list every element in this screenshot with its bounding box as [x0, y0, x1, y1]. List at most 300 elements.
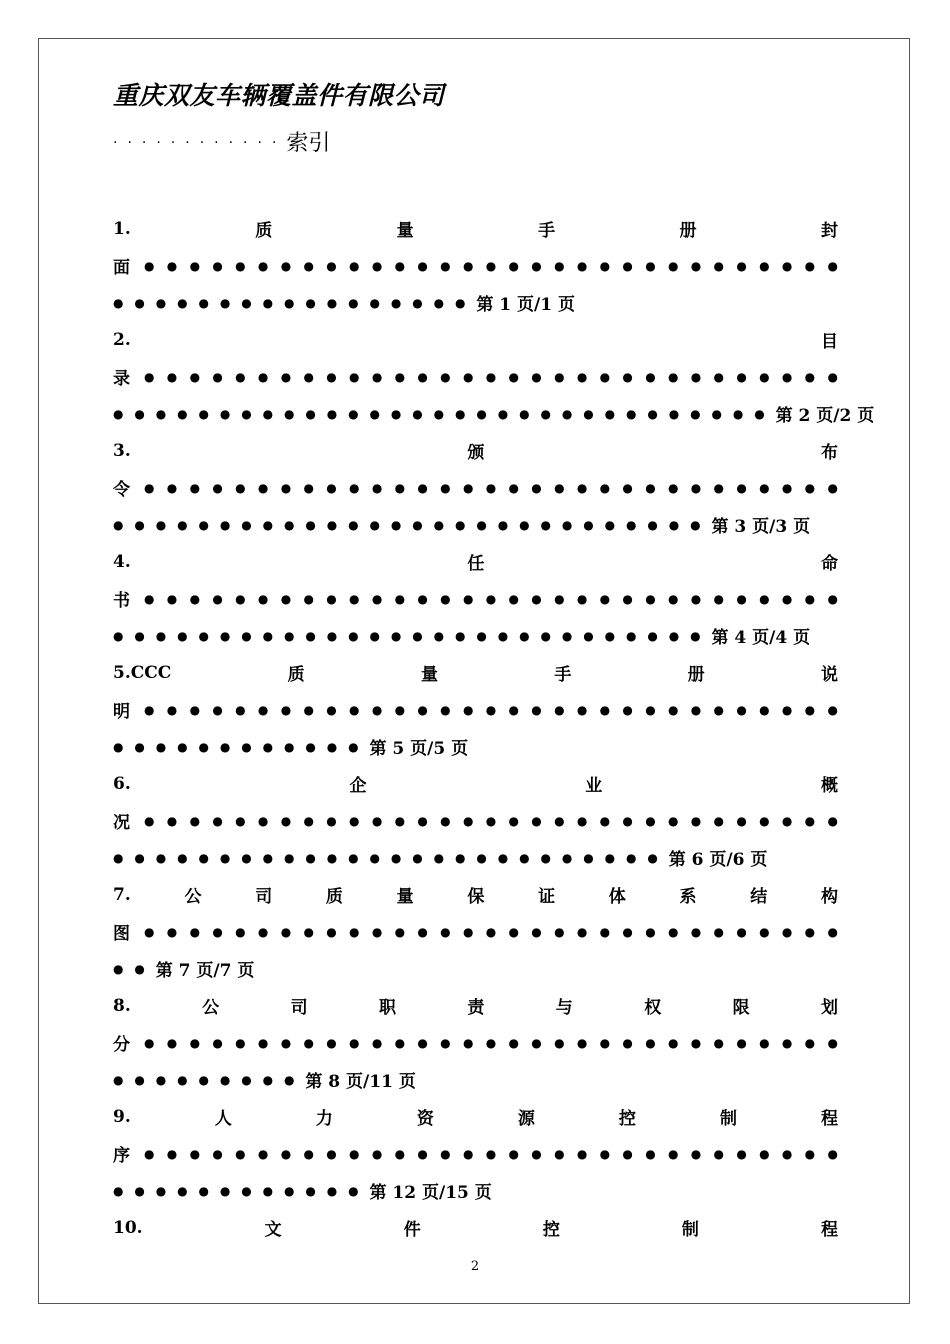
leader-dot: ● — [326, 480, 337, 495]
toc-title-char: 与 — [555, 998, 573, 1018]
leader-dot: ● — [599, 591, 611, 606]
leader-dot: ● — [736, 1146, 747, 1161]
leader-dot: ● — [519, 517, 530, 532]
toc-title-char: 体 — [608, 887, 626, 907]
leader-dot: ● — [262, 1072, 274, 1087]
toc-title-char: 任 — [467, 554, 485, 574]
leader-dot: ● — [177, 1072, 188, 1087]
leader-dot: ● — [455, 628, 466, 643]
leader-dot: ● — [134, 1072, 145, 1087]
leader-dot: ● — [262, 295, 274, 310]
leader-dot: ● — [462, 1146, 474, 1161]
leader-dot: ● — [781, 924, 793, 939]
leader-dot: ● — [417, 813, 428, 828]
leader-dot: ● — [241, 628, 252, 643]
leader-dot: ● — [326, 850, 338, 865]
leader-dot: ● — [212, 591, 223, 606]
leader-dot: ● — [622, 258, 633, 273]
leader-dot: ● — [622, 924, 633, 939]
leader-dot: ● — [583, 406, 594, 421]
leader-dot: ● — [455, 517, 466, 532]
leader-dot: ● — [759, 813, 770, 828]
toc-entry[interactable] — [113, 876, 838, 987]
leader-dot: ● — [394, 258, 406, 273]
toc-title-char: 量 — [396, 887, 414, 907]
leader-dot: ● — [371, 480, 383, 495]
leader-dot: ● — [390, 517, 402, 532]
leader-dot: ● — [349, 480, 360, 495]
leader-dot: ● — [412, 850, 423, 865]
leader-dot: ● — [531, 1035, 542, 1050]
leader-dot: ● — [647, 628, 658, 643]
leader-dot: ● — [235, 258, 246, 273]
leader-dot: ● — [462, 591, 474, 606]
toc-entry-leader-line — [113, 1135, 838, 1172]
leader-dot: ● — [326, 1183, 338, 1198]
leader-dot: ● — [576, 1035, 588, 1050]
leader-dot: ● — [144, 1146, 155, 1161]
toc-title-char: 册 — [687, 665, 705, 685]
leader-dot: ● — [583, 628, 594, 643]
toc-title-char: 企 — [349, 776, 367, 796]
leader-dot: ● — [497, 517, 509, 532]
toc-entry[interactable] — [113, 210, 838, 321]
leader-dot: ● — [305, 406, 316, 421]
leader-dot: ● — [759, 369, 770, 384]
leader-dot: ● — [690, 702, 702, 717]
leader-dot: ● — [508, 591, 519, 606]
toc-title-char: 5.CCC — [113, 662, 172, 683]
leader-dots — [144, 1036, 838, 1050]
leader-dot: ● — [440, 813, 451, 828]
leader-dot: ● — [348, 1183, 359, 1198]
leader-dot: ● — [303, 924, 314, 939]
leader-dot: ● — [235, 924, 246, 939]
leader-dot: ● — [531, 480, 542, 495]
leader-dot: ● — [394, 924, 406, 939]
leader-dot: ● — [531, 591, 542, 606]
leader-dots — [144, 592, 838, 606]
leader-dot: ● — [394, 591, 406, 606]
leader-dot: ● — [394, 702, 406, 717]
leader-dot: ● — [540, 628, 551, 643]
leader-dot: ● — [781, 591, 793, 606]
leader-dot: ● — [257, 702, 269, 717]
leader-dot: ● — [280, 369, 292, 384]
leader-dot: ● — [759, 702, 770, 717]
leader-dot: ● — [576, 369, 588, 384]
leader-dot: ● — [280, 1146, 292, 1161]
leader-dot: ● — [417, 702, 428, 717]
leader-dot: ● — [134, 406, 145, 421]
leader-dot: ● — [134, 961, 145, 976]
leader-dot: ● — [219, 1072, 231, 1087]
leader-dot: ● — [303, 1035, 314, 1050]
leader-dots — [144, 703, 838, 717]
leader-dot: ● — [348, 295, 359, 310]
leader-dot: ● — [440, 591, 451, 606]
leader-dot: ● — [736, 813, 747, 828]
leader-dot: ● — [134, 295, 145, 310]
leader-dot: ● — [668, 517, 680, 532]
leader-dot: ● — [144, 258, 155, 273]
leader-dot: ● — [166, 258, 178, 273]
leader-dot: ● — [497, 628, 509, 643]
leader-dot: ● — [280, 924, 292, 939]
leader-dots — [144, 925, 838, 939]
leader-dot: ● — [326, 406, 338, 421]
leader-dot: ● — [485, 369, 497, 384]
toc-entry[interactable] — [113, 987, 838, 1098]
leader-dot: ● — [303, 258, 314, 273]
toc-title-char: 目 — [821, 332, 838, 352]
leader-dot: ● — [235, 813, 246, 828]
leader-dot: ● — [690, 813, 702, 828]
leader-dot: ● — [155, 406, 167, 421]
leader-dot: ● — [781, 1035, 793, 1050]
leader-dot: ● — [189, 813, 201, 828]
leader-dot: ● — [804, 258, 816, 273]
leader-dot: ● — [155, 1183, 167, 1198]
toc-entry[interactable] — [113, 765, 838, 876]
leader-dot: ● — [280, 258, 292, 273]
leader-dot: ● — [827, 1035, 838, 1050]
toc-title-char: 资 — [416, 1109, 434, 1129]
leader-dot: ● — [759, 591, 770, 606]
leader-dot: ● — [781, 369, 793, 384]
leader-dot: ● — [305, 850, 316, 865]
leader-dot: ● — [113, 850, 124, 865]
leader-dot: ● — [371, 1035, 383, 1050]
leader-dot: ● — [462, 480, 474, 495]
toc-title-char: 控 — [542, 1220, 560, 1240]
leader-dot: ● — [508, 702, 519, 717]
leader-dot: ● — [326, 369, 337, 384]
leader-dot: ● — [235, 1146, 246, 1161]
leader-dot: ● — [303, 369, 314, 384]
leader-dot: ● — [155, 517, 167, 532]
leader-dot: ● — [599, 1146, 611, 1161]
leader-dot: ● — [166, 1146, 178, 1161]
leader-dot: ● — [599, 924, 611, 939]
leader-dot: ● — [189, 924, 201, 939]
toc-entry[interactable] — [113, 543, 838, 654]
leader-dot: ● — [212, 702, 223, 717]
leader-dot: ● — [804, 924, 816, 939]
leader-dot: ● — [626, 628, 637, 643]
toc-entry-leader-line — [113, 580, 838, 617]
toc-entry-leader-line — [113, 691, 838, 728]
leader-dot: ● — [371, 702, 383, 717]
leader-dot: ● — [667, 480, 679, 495]
leader-dot: ● — [667, 369, 679, 384]
leader-dot: ● — [305, 628, 316, 643]
toc-entry-title-line — [113, 876, 838, 913]
leader-dot: ● — [485, 1035, 497, 1050]
leader-dot: ● — [303, 702, 314, 717]
toc-title-end-char: 令 — [113, 480, 130, 500]
toc-title-end-char: 书 — [113, 591, 130, 611]
toc-entry-title-line — [113, 432, 838, 469]
leader-dot: ● — [781, 258, 793, 273]
leader-dot: ● — [280, 480, 292, 495]
leader-dots — [144, 1147, 838, 1161]
leader-dot: ● — [736, 1035, 747, 1050]
leader-dots — [144, 814, 838, 828]
leader-dot: ● — [241, 517, 252, 532]
leader-dot: ● — [455, 850, 466, 865]
leader-dot: ● — [804, 369, 816, 384]
toc-entry-page-line — [113, 1172, 838, 1209]
leader-dot: ● — [690, 406, 701, 421]
toc-title-end-char: 录 — [113, 369, 130, 389]
leader-dot: ● — [667, 591, 679, 606]
leader-dot: ● — [257, 258, 269, 273]
index-title: 索引 — [286, 131, 331, 156]
leader-dot: ● — [394, 369, 406, 384]
leader-dot: ● — [280, 702, 292, 717]
leader-dot: ● — [462, 369, 474, 384]
leader-dot: ● — [257, 591, 269, 606]
toc-title-char: 划 — [821, 998, 838, 1018]
leader-dot: ● — [166, 591, 178, 606]
leader-dot: ● — [804, 1146, 816, 1161]
leader-dot: ● — [144, 1035, 155, 1050]
leader-dot: ● — [604, 628, 616, 643]
leader-dot: ● — [349, 702, 360, 717]
leader-dot: ● — [690, 369, 702, 384]
leader-dot: ● — [554, 369, 565, 384]
toc-page-label: 第 3 页/3 页 — [711, 517, 811, 537]
leader-dot: ● — [189, 1146, 201, 1161]
leader-dot: ● — [349, 1035, 360, 1050]
leader-dot: ● — [348, 406, 359, 421]
leader-dot: ● — [440, 702, 451, 717]
leader-dot: ● — [713, 1035, 725, 1050]
leader-dot: ● — [440, 924, 451, 939]
leader-dot: ● — [827, 369, 838, 384]
leader-dot: ● — [667, 1035, 679, 1050]
leader-dot: ● — [622, 813, 633, 828]
toc-entry[interactable] — [113, 432, 838, 543]
leader-dot: ● — [485, 702, 497, 717]
leader-dot: ● — [759, 258, 770, 273]
leader-dot: ● — [645, 702, 656, 717]
leader-dot: ● — [736, 924, 747, 939]
leader-dot: ● — [219, 628, 231, 643]
leader-dot: ● — [736, 480, 747, 495]
leader-dot: ● — [433, 295, 445, 310]
leader-dot: ● — [394, 1035, 406, 1050]
leader-dot: ● — [690, 258, 702, 273]
leader-dot: ● — [713, 258, 725, 273]
leader-dot: ● — [113, 406, 124, 421]
leader-dot: ● — [134, 739, 145, 754]
toc-title-char: 4. — [113, 551, 131, 572]
leader-dot: ● — [599, 258, 611, 273]
toc-title-char: 源 — [517, 1109, 535, 1129]
leader-dot: ● — [284, 628, 295, 643]
toc-entry-leader-line — [113, 358, 838, 395]
toc-title-char: 限 — [732, 998, 750, 1018]
leader-dot: ● — [713, 702, 725, 717]
toc-title-end-char: 序 — [113, 1146, 130, 1166]
toc-entry-leader-line — [113, 247, 838, 284]
leader-dot: ● — [166, 1035, 178, 1050]
leader-dots — [144, 370, 838, 384]
leader-dot: ● — [349, 813, 360, 828]
leader-dot: ● — [476, 406, 487, 421]
leader-dot: ● — [412, 517, 423, 532]
toc-entry-leader-line — [113, 802, 838, 839]
leader-dot: ● — [144, 702, 155, 717]
leader-dot: ● — [576, 258, 588, 273]
leader-dot: ● — [690, 591, 702, 606]
toc-title-char: 证 — [538, 887, 556, 907]
leader-dot: ● — [433, 406, 445, 421]
leader-dot: ● — [113, 517, 124, 532]
toc-entry-page-line — [113, 1061, 838, 1098]
leader-dot: ● — [417, 1146, 428, 1161]
leader-dot: ● — [369, 517, 380, 532]
leader-dot: ● — [235, 1035, 246, 1050]
leader-dot: ● — [198, 295, 209, 310]
leader-dot: ● — [576, 480, 588, 495]
leader-dot: ● — [561, 517, 573, 532]
leader-dot: ● — [604, 850, 616, 865]
leader-dot: ● — [284, 295, 295, 310]
leader-dot: ● — [417, 369, 428, 384]
leader-dot: ● — [198, 1183, 209, 1198]
leader-dot: ● — [440, 1146, 451, 1161]
toc-page-label: 第 8 页/11 页 — [305, 1072, 416, 1092]
leader-dot: ● — [622, 591, 633, 606]
leader-dot: ● — [113, 1072, 124, 1087]
toc-entry[interactable] — [113, 1209, 838, 1246]
leader-dot: ● — [667, 1146, 679, 1161]
toc-title-char: 制 — [719, 1109, 737, 1129]
leader-dot: ● — [781, 702, 793, 717]
leader-dot: ● — [189, 702, 201, 717]
leader-dot: ● — [519, 406, 530, 421]
leader-dot: ● — [531, 258, 542, 273]
leader-dot: ● — [113, 1183, 124, 1198]
leader-dot: ● — [690, 517, 701, 532]
leader-dot: ● — [713, 591, 725, 606]
leader-dot: ● — [369, 850, 380, 865]
toc-title-char: 布 — [821, 443, 838, 463]
leader-dot: ● — [554, 258, 565, 273]
leader-dot: ● — [241, 1183, 252, 1198]
toc-title-char: 概 — [821, 776, 838, 796]
leader-dot: ● — [455, 295, 466, 310]
leader-dot: ● — [759, 1146, 770, 1161]
leader-dot: ● — [349, 258, 360, 273]
leader-dot: ● — [113, 628, 124, 643]
toc-entry[interactable] — [113, 321, 875, 432]
leader-dot: ● — [348, 739, 359, 754]
toc-page-label: 第 4 页/4 页 — [711, 628, 811, 648]
leader-dot: ● — [371, 369, 383, 384]
leader-dot: ● — [371, 924, 383, 939]
leader-dot: ● — [690, 924, 702, 939]
toc-title-char: 文 — [264, 1220, 282, 1240]
toc-page-label: 第 7 页/7 页 — [155, 961, 255, 981]
leader-dot: ● — [371, 813, 383, 828]
toc-entry-page-line — [113, 617, 838, 654]
leader-dot: ● — [827, 924, 838, 939]
leader-dot: ● — [326, 295, 338, 310]
leader-dot: ● — [177, 517, 188, 532]
leader-dot: ● — [804, 813, 816, 828]
toc-entry[interactable] — [113, 654, 838, 765]
leader-dot: ● — [262, 628, 274, 643]
leader-dot: ● — [599, 480, 611, 495]
toc-title-char: 公 — [202, 998, 220, 1018]
leader-dot: ● — [326, 739, 338, 754]
leader-dot: ● — [189, 258, 201, 273]
toc-title-char: 构 — [820, 887, 838, 907]
leader-dot: ● — [554, 813, 565, 828]
leader-dot: ● — [462, 1035, 474, 1050]
toc-title-char: 1. — [113, 218, 131, 239]
leader-dot: ● — [280, 813, 292, 828]
leader-dot: ● — [455, 406, 466, 421]
toc-page-label: 第 2 页/2 页 — [775, 406, 875, 426]
leader-dot: ● — [390, 295, 402, 310]
leader-dot: ● — [645, 480, 656, 495]
toc-entry[interactable] — [113, 1098, 838, 1209]
leader-dot: ● — [166, 369, 178, 384]
leader-dot: ● — [189, 591, 201, 606]
toc-title-char: 质 — [287, 665, 305, 685]
leader-dot: ● — [713, 813, 725, 828]
leader-dot: ● — [604, 406, 616, 421]
leader-dot: ● — [554, 591, 565, 606]
leader-dot: ● — [189, 480, 201, 495]
leader-dot: ● — [198, 1072, 209, 1087]
leader-dot: ● — [166, 702, 178, 717]
leader-dot: ● — [326, 258, 337, 273]
leader-dot: ● — [440, 258, 451, 273]
leader-dot: ● — [713, 480, 725, 495]
toc-entry-title-line — [113, 1209, 838, 1246]
toc-page-label: 第 12 页/15 页 — [369, 1183, 492, 1203]
leader-dot: ● — [144, 924, 155, 939]
leader-dot: ● — [440, 480, 451, 495]
leader-dot: ● — [531, 702, 542, 717]
toc-entry-title-line — [113, 543, 838, 580]
leader-dot: ● — [622, 480, 633, 495]
leader-dot: ● — [177, 628, 188, 643]
toc-title-char: 公 — [184, 887, 202, 907]
toc-entry-title-line — [113, 210, 838, 247]
leader-dot: ● — [241, 739, 252, 754]
leader-dot: ● — [235, 591, 246, 606]
leader-dot: ● — [476, 517, 487, 532]
leader-dot: ● — [645, 369, 656, 384]
leader-dot: ● — [485, 591, 497, 606]
leader-dot: ● — [531, 369, 542, 384]
toc-entry-page-line — [113, 395, 875, 432]
leader-dot: ● — [134, 628, 145, 643]
leader-dot: ● — [305, 517, 316, 532]
toc-title-char: 司 — [255, 887, 273, 907]
leader-dot: ● — [485, 258, 497, 273]
leader-dot: ● — [417, 258, 428, 273]
leader-dot: ● — [827, 702, 838, 717]
leader-dot: ● — [781, 1146, 793, 1161]
